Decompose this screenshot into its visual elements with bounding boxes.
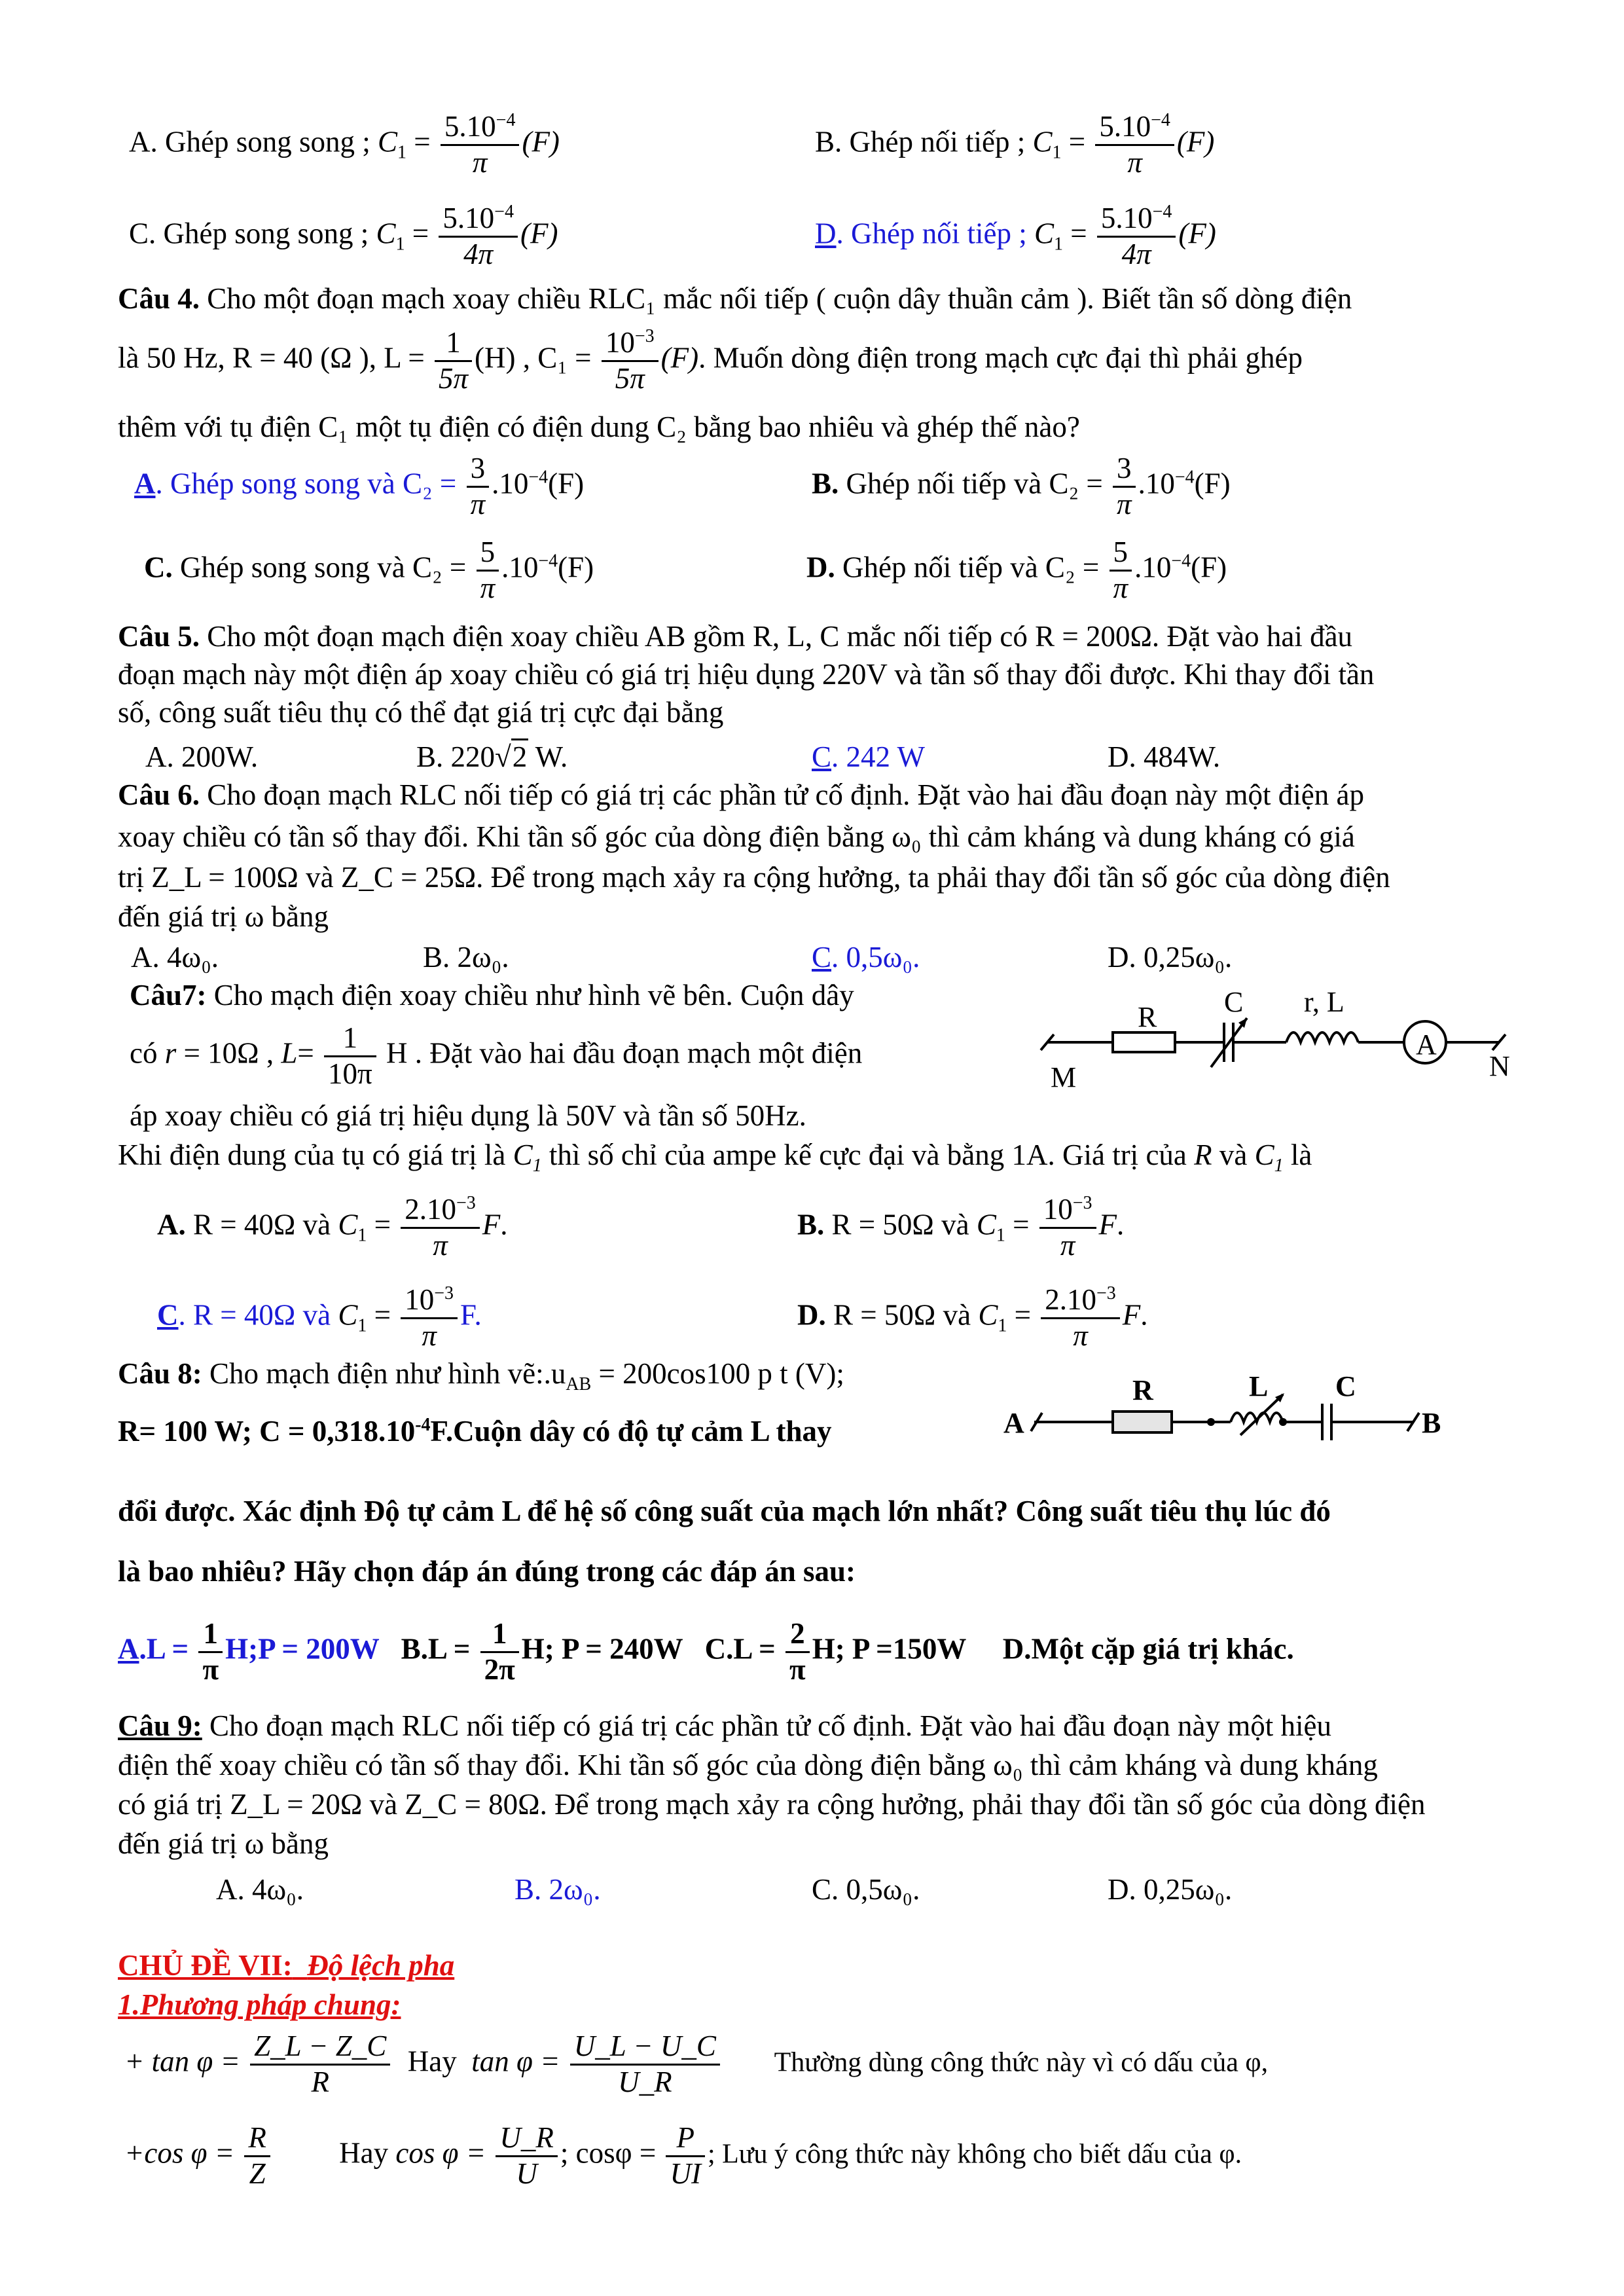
q7-option-d: D. R = 50Ω và $C_1$ = $\frac{2.10^{-3}}{\pi}$ F. [797,1283,1148,1352]
q5-option-b: B. 220√2 W. [416,741,568,774]
q8-label-r: R [1132,1374,1153,1406]
q7-label-m: M [1051,1061,1077,1093]
q9-line2: điện thế xoay chiều có tần số thay đổi. Khi tần số góc của dòng điện bằng ω₀ thì cảm kháng và dung kháng [118,1749,1378,1781]
q7-label-c: C [1224,986,1244,1018]
q4-line2: là 50 Hz, R = 40 (Ω ), L = $\frac{1}{5\pi}$ (H) , C₁ = $\frac{10^{-3}}{5\pi}$ (F). Muốn dòng điện trong mạch cực đại thì phải ghép [118,326,1303,395]
q4-option-d: D. Ghép nối tiếp và C₂ = $\frac{5}{\pi}$ $.10^{-4}(F)$ [806,536,1227,604]
q6-option-d: D. 0,25ω₀. [1108,941,1233,974]
q4-option-c: C. Ghép song song và C₂ = $\frac{5}{\pi}$ $.10^{-4}(F)$ [144,536,594,604]
q5-option-c: C. 242 W [812,740,925,773]
q7-line4: Khi điện dung của tụ có giá trị là $C_1$ thì số chỉ của ampe kế cực đại và bằng 1A. Giá trị của R và $C_1$ là [118,1139,1312,1176]
q6-option-b: B. 2ω₀. [423,941,509,974]
q6-option-a: A. 4ω₀. [131,941,219,974]
q3-option-a: A. Ghép song song ; $C_1$ = $\frac{5.10^{-4}}{\pi}$ (F) [129,110,560,179]
q7-label-r: R [1138,1001,1157,1033]
q9-option-b: B. 2ω₀. [514,1873,601,1906]
q7-label-n: N [1489,1050,1510,1082]
q8-label-c: C [1335,1370,1356,1402]
q8-label-a: A [1003,1407,1024,1439]
q6-line2: xoay chiều có tần số thay đổi. Khi tần số góc của dòng điện bằng ω₀ thì cảm kháng và dung kháng có giá [118,820,1355,853]
q7-circuit-diagram [1028,982,1525,1100]
q9-line3: có giá trị Z_L = 20Ω và Z_C = 80Ω. Để trong mạch xảy ra cộng hưởng, phải thay đổi tần số góc của dòng điện [118,1788,1426,1821]
topic-heading: CHỦ ĐỀ VII: Độ lệch pha [118,1949,455,1982]
formula-cos: +cos φ = $\frac{R}{Z}$ Hay cos φ = $\frac{U\_R}{U}$ ; cosφ = $\frac{P}{UI}$ ; Lưu ý công thức này không cho biết dấu của φ. [124,2121,1242,2190]
q7-ammeter-label: A [1416,1029,1437,1061]
formula-tan: + tan φ = $\frac{Z\_L - Z\_C}{R}$ Hay tan φ = $\frac{U\_L - U\_C}{U\_R}$ Thường dùng công thức này vì có dấu của φ, [124,2030,1269,2098]
q7-option-b: B. R = 50Ω và $C_1$ = $\frac{10^{-3}}{\pi}$ F. [797,1193,1125,1262]
q5-option-d: D. 484W. [1108,740,1221,773]
q3-option-b: B. Ghép nối tiếp ; $C_1$ = $\frac{5.10^{-4}}{\pi}$ (F) [815,110,1215,179]
q7-line3: áp xoay chiều có giá trị hiệu dụng là 50V và tần số 50Hz. [130,1099,806,1132]
q9-option-d: D. 0,25ω₀. [1108,1873,1233,1906]
q9-option-c: C. 0,5ω₀. [812,1873,920,1906]
q9-line4: đến giá trị ω bằng [118,1827,329,1860]
q7-line1: Câu7: Cho mạch điện xoay chiều như hình vẽ bên. Cuộn dây [130,979,854,1011]
q8-options: A.L = $\frac{1}{\pi}$ H;P = 200W B.L = $\frac{1}{2\pi}$ H; P = 240W C.L = $\frac{2}{\pi}$ H; P =150W D.Một cặp giá trị khác. [118,1617,1294,1686]
q5-line3: số, công suất tiêu thụ có thể đạt giá trị cực đại bằng [118,696,724,729]
q8-line2: R= 100 W; $C = 0,318.10^{-4}F.Cuộn$ dây có độ tự cảm L thay [118,1415,832,1448]
q3-option-c: C. Ghép song song ; $C_1$ = $\frac{5.10^{-4}}{4\pi}$ (F) [129,202,558,270]
q4-option-a: A. Ghép song song và C₂ = $\frac{3}{\pi}$ $.10^{-4}(F)$ [134,452,585,520]
q6-line4: đến giá trị ω bằng [118,900,329,933]
q7-label-rl: r, L [1304,986,1344,1018]
q3-option-d: D. Ghép nối tiếp ; $C_1$ = $\frac{5.10^{-4}}{4\pi}$ (F) [815,202,1216,270]
q9-line1: Câu 9: Cho đoạn mạch RLC nối tiếp có giá trị các phần tử cố định. Đặt vào hai đầu đoạn này một hiệu [118,1709,1331,1742]
q5-line2: đoạn mạch này một điện áp xoay chiều có giá trị hiệu dụng 220V và tần số thay đổi được. Khi thay đổi tần [118,658,1375,691]
q8-line4: là bao nhiêu? Hãy chọn đáp án đúng trong các đáp án sau: [118,1555,856,1588]
q6-line3: trị Z_L = 100Ω và Z_C = 25Ω. Để trong mạch xảy ra cộng hưởng, ta phải thay đổi tần số góc của dòng điện [118,861,1390,894]
q8-label-l: L [1249,1370,1269,1402]
q7-option-c: C. R = 40Ω và $C_1$ = $\frac{10^{-3}}{\pi}$ F. [157,1283,482,1352]
q6-option-c: C. 0,5ω₀. [812,941,920,974]
q5-line1: Câu 5. Cho một đoạn mạch điện xoay chiều AB gồm R, L, C mắc nối tiếp có R = 200Ω. Đặt vào hai đầu [118,620,1353,653]
q4-line3: thêm với tụ điện C₁ một tụ điện có điện dung C₂ bằng bao nhiêu và ghép thế nào? [118,410,1080,443]
q8-circuit-diagram [995,1362,1466,1453]
q4-line1: Câu 4. Cho một đoạn mạch xoay chiều RLC₁ mắc nối tiếp ( cuộn dây thuần cảm ). Biết tần số dòng điện [118,282,1352,315]
q8-line1: Câu 8: Cho mạch điện như hình $vẽ:.u_{AB} = 200\cos 100$ p t (V); [118,1357,844,1394]
topic-section: 1.Phương pháp chung: [118,1988,401,2021]
q7-line2: có r = 10Ω , L= $\frac{1}{10\pi}$ H . Đặt vào hai đầu đoạn mạch một điện [130,1021,863,1090]
q4-option-b: B. Ghép nối tiếp và C₂ = $\frac{3}{\pi}$ $.10^{-4}(F)$ [812,452,1231,520]
q8-label-b: B [1422,1407,1441,1439]
q4-label: Câu 4. [118,282,200,315]
q5-option-a: A. 200W. [145,740,259,773]
q6-line1: Câu 6. Cho đoạn mạch RLC nối tiếp có giá trị các phần tử cố định. Đặt vào hai đầu đoạn này một điện áp [118,778,1364,811]
q8-line3: đổi được. Xác định Độ tự cảm L để hệ số công suất của mạch lớn nhất? Công suất tiêu thụ lúc đó [118,1495,1331,1527]
q7-option-a: A. R = 40Ω và $C_1$ = $\frac{2.10^{-3}}{\pi}$ F. [157,1193,508,1262]
q9-option-a: A. 4ω₀. [216,1873,304,1906]
